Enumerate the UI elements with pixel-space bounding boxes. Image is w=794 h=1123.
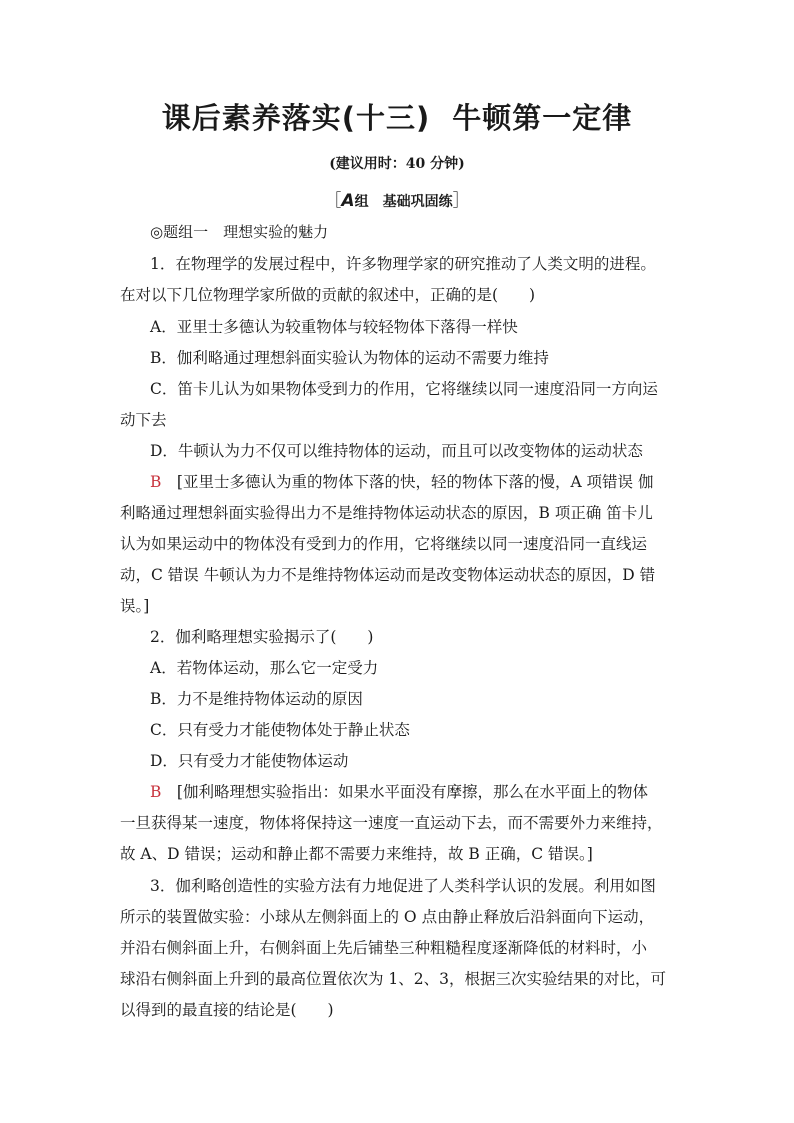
group-bracket-open: ［ (324, 191, 342, 211)
group-heading (0, 186, 794, 211)
q1-option-a: A．亚里士多德认为较重物体与较轻物体下落得一样快 (150, 318, 518, 336)
q3-stem-line-2: 所示的装置做实验：小球从左侧斜面上的 O 点由静止释放后沿斜面向下运动， (120, 908, 655, 926)
q3-stem-line-4: 球沿右侧斜面上升到的最高位置依次为 1、2、3，根据三次实验结果的对比，可 (120, 970, 667, 988)
q1-answer: B (150, 473, 162, 491)
q1-option-c-line-2: 动下去 (120, 411, 167, 429)
group-bracket-close: ］ (452, 191, 470, 211)
q1-explanation-5: 误。] (120, 597, 150, 615)
q1-option-c-line-1: C．笛卡儿认为如果物体受到力的作用，它将继续以同一速度沿同一方向运 (150, 380, 658, 398)
q1-explanation-2: 利略通过理想斜面实验得出力不是维持物体运动状态的原因，B 项正确 笛卡儿 (120, 504, 653, 522)
q2-explanation-2: 一旦获得某一速度，物体将保持这一速度一直运动下去，而不需要外力来维持， (120, 814, 663, 832)
q1-explanation-3: 认为如果运动中的物体没有受到力的作用，它将继续以同一速度沿同一直线运 (120, 535, 648, 553)
q2-option-d: D．只有受力才能使物体运动 (150, 752, 349, 770)
q1-explanation-4: 动，C 错误 牛顿认为力不是维持物体运动而是改变物体运动状态的原因，D 错 (120, 566, 656, 584)
q2-option-b: B．力不是维持物体运动的原因 (150, 690, 363, 708)
suggested-time: (建议用时：40 分钟) (329, 156, 465, 172)
q2-option-a: A．若物体运动，那么它一定受力 (150, 659, 379, 677)
q1-stem-line-1: 1．在物理学的发展过程中，许多物理学家的研究推动了人类文明的进程。 (150, 255, 656, 273)
section-label: ◎题组一 理想实验的魅力 (150, 223, 329, 241)
group-label: 组 基础巩固练 (354, 194, 453, 210)
page-title (0, 96, 794, 137)
q3-stem-line-3: 并沿右侧斜面上升，右侧斜面上先后铺垫三种粗糙程度逐渐降低的材料时，小 (120, 939, 648, 957)
q2-explanation-3: 故 A、D 错误；运动和静止都不需要力来维持，故 B 正确，C 错误。] (120, 845, 593, 863)
q3-stem-line-5: 以得到的最直接的结论是( ) (120, 1001, 334, 1019)
group-letter: A (341, 191, 355, 211)
q2-answer-line-1 (150, 782, 648, 802)
q1-stem-line-2: 在对以下几位物理学家所做的贡献的叙述中，正确的是( ) (120, 286, 536, 304)
q2-answer: B (150, 783, 162, 801)
q1-option-b: B．伽利略通过理想斜面实验认为物体的运动不需要力维持 (150, 349, 549, 367)
title-topic: 牛顿第一定律 (452, 101, 633, 135)
q1-option-d: D．牛顿认为力不仅可以维持物体的运动，而且可以改变物体的运动状态 (150, 442, 643, 460)
title-main: 课后素养落实(十三) (161, 101, 431, 135)
q3-stem-line-1: 3．伽利略创造性的实验方法有力地促进了人类科学认识的发展。利用如图 (150, 877, 656, 895)
q2-stem: 2．伽利略理想实验揭示了( ) (150, 628, 374, 646)
q1-explanation-1: [亚里士多德认为重的物体下落的快，轻的物体下落的慢，A 项错误 伽 (176, 473, 654, 491)
q2-option-c: C．只有受力才能使物体处于静止状态 (150, 721, 410, 739)
q2-explanation-1: [伽利略理想实验指出：如果水平面没有摩擦，那么在水平面上的物体 (176, 783, 648, 801)
q1-answer-line-1 (150, 472, 654, 492)
